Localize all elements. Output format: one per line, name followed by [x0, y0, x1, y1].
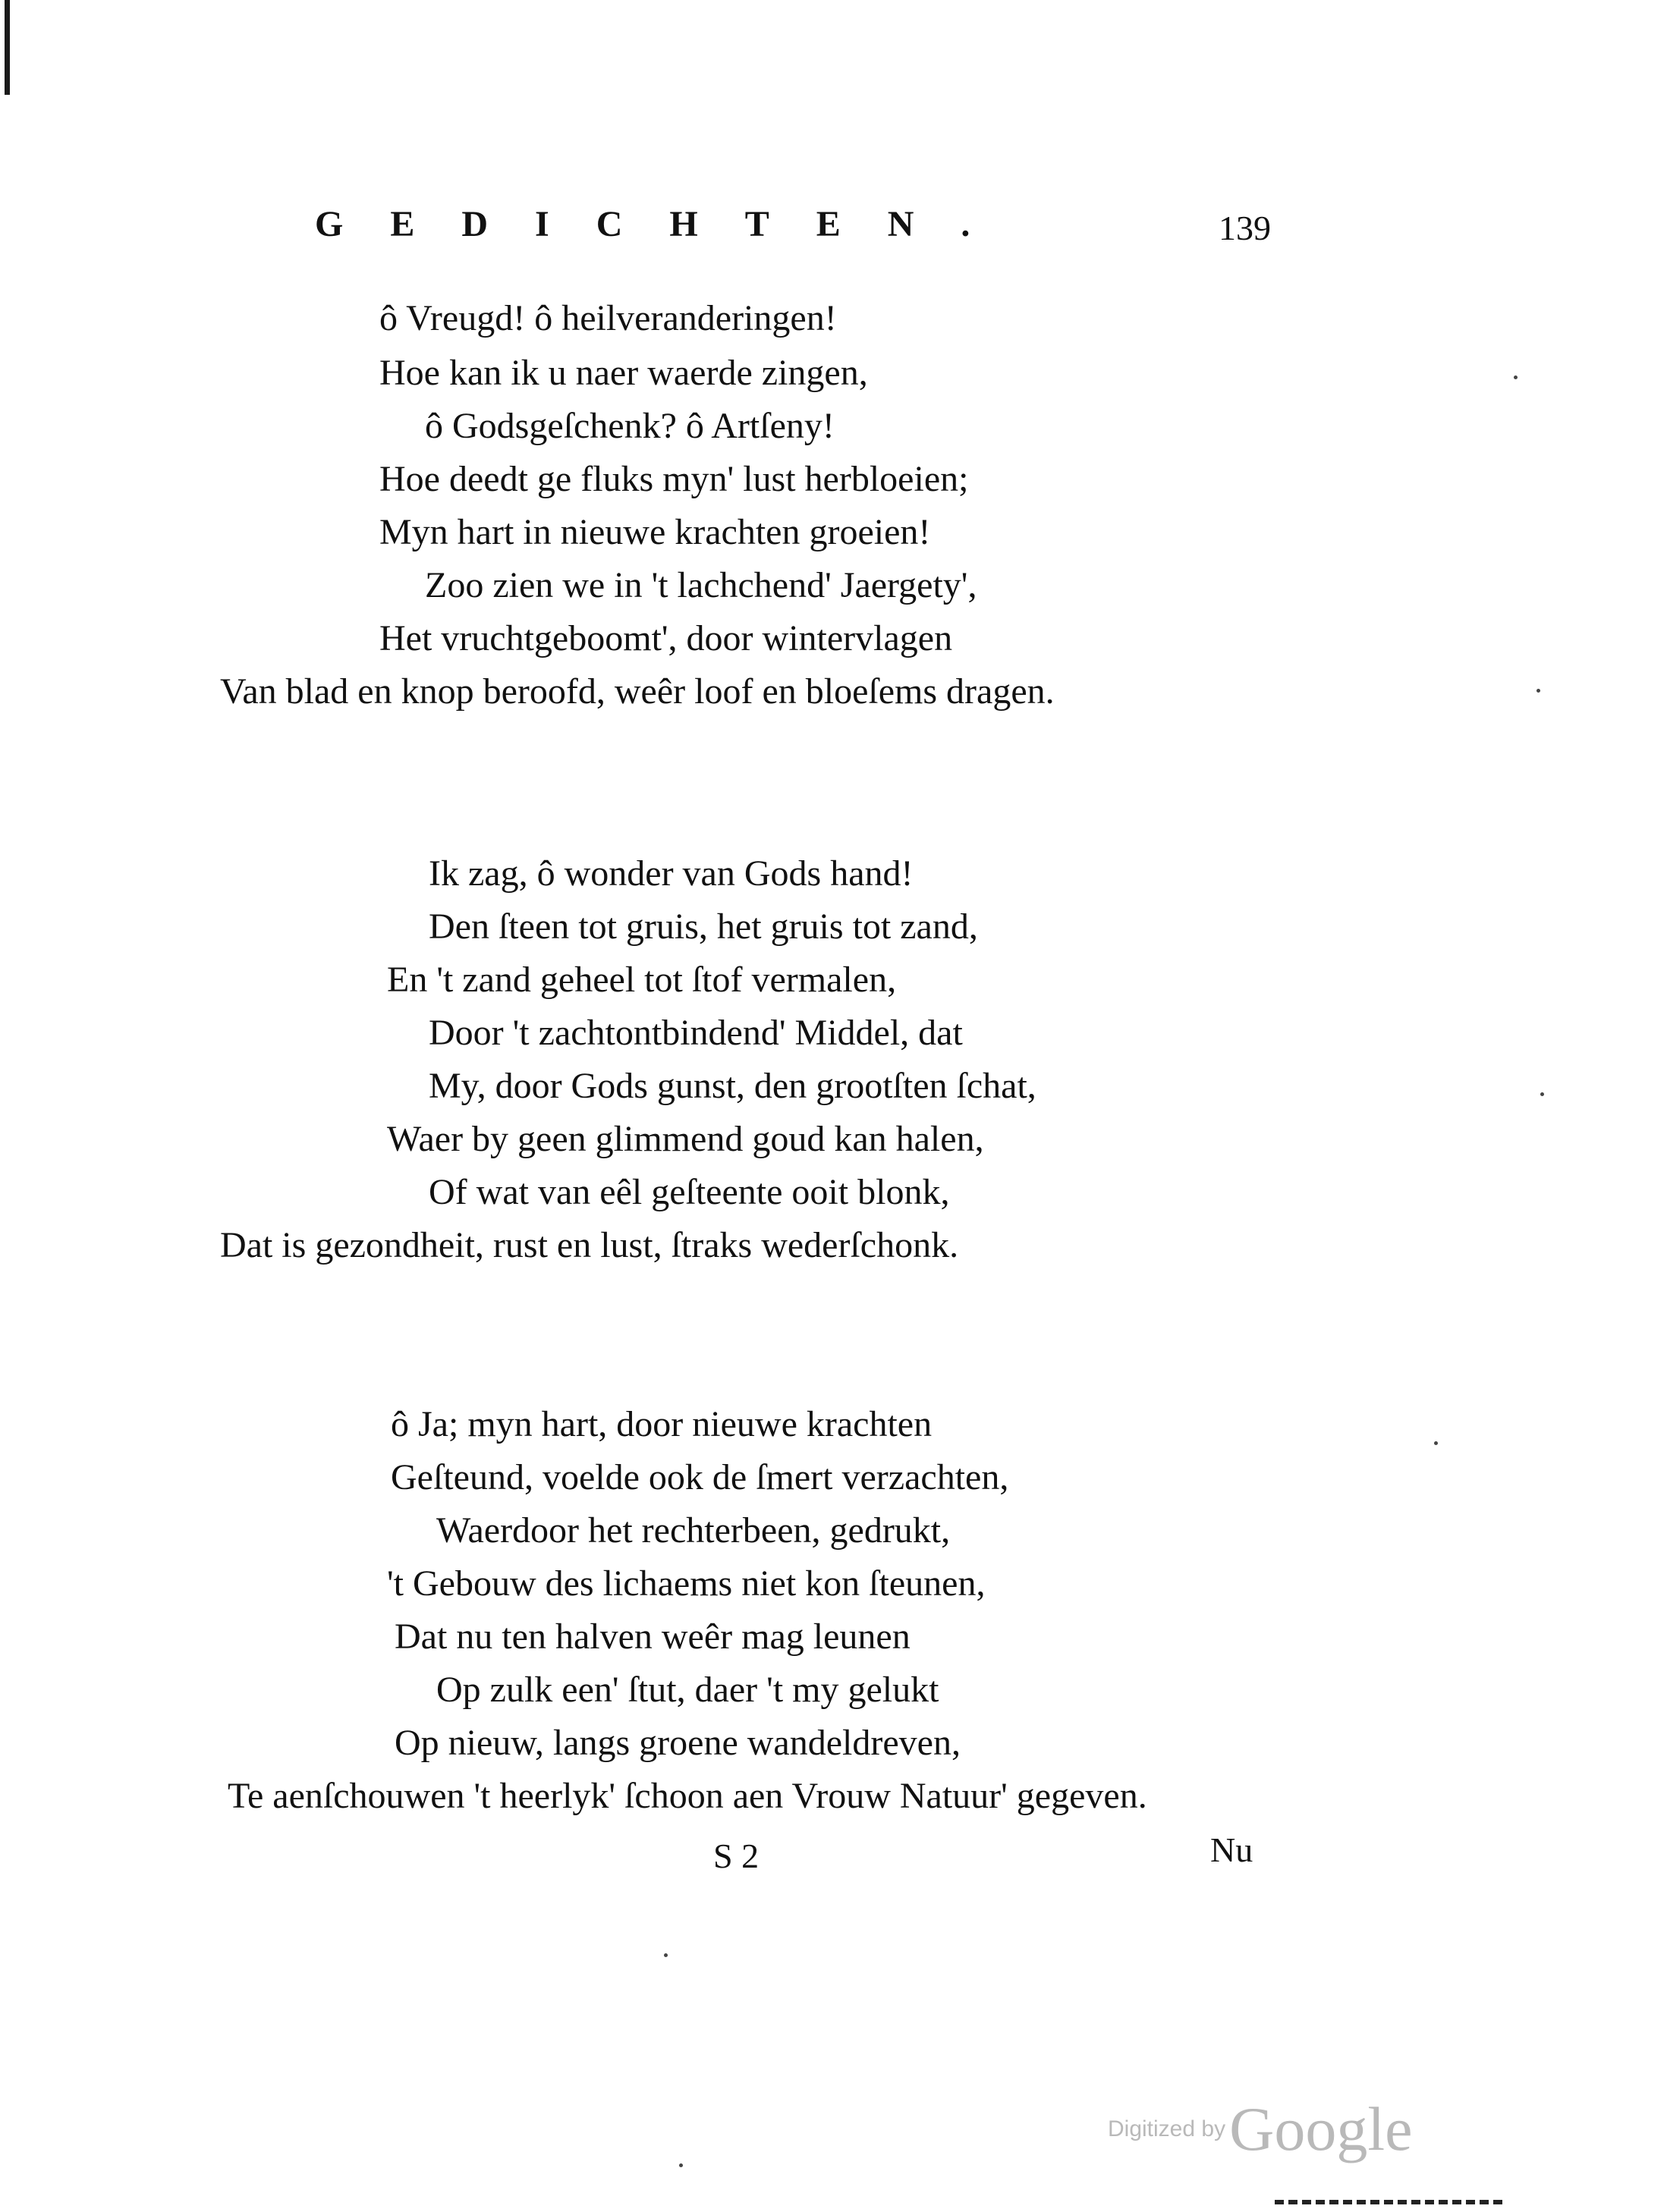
verse-line: Op zulk een' ſtut, daer 't my gelukt: [436, 1670, 939, 1710]
verse-line: ô Ja; myn hart, door nieuwe krachten: [391, 1404, 933, 1444]
watermark-prefix: Digitized by: [1108, 2116, 1226, 2141]
verse-line: Dat nu ten halven weêr mag leunen: [395, 1617, 911, 1657]
verse-line: Te aenſchouwen 't heerlyk' ſchoon aen Vrouw Natuur' gegeven.: [228, 1776, 1147, 1816]
scan-speck: [679, 2163, 683, 2167]
verse-line: Op nieuw, langs groene wandeldreven,: [395, 1723, 961, 1763]
verse-line: Van blad en knop beroofd, weêr loof en bloeſems dragen.: [220, 671, 1055, 712]
verse-line: My, door Gods gunst, den grootſten ſchat,: [429, 1066, 1036, 1106]
scan-speck: [1514, 375, 1518, 379]
verse-line: Geſteund, voelde ook de ſmert verzachten,: [391, 1457, 1009, 1497]
verse-line: Of wat van eêl geſteente ooit blonk,: [429, 1172, 950, 1212]
verse-line: ô Vreugd! ô heilveranderingen!: [379, 298, 837, 338]
verse-line: Hoe kan ik u naer waerde zingen,: [379, 353, 868, 393]
scan-speck: [1540, 1092, 1544, 1096]
running-title: GEDICHTEN.: [315, 204, 1017, 244]
verse-line: Ik zag, ô wonder van Gods hand!: [429, 853, 914, 894]
signature-mark: S 2: [713, 1837, 760, 1875]
verse-line: 't Gebouw des lichaems niet kon ſteunen,: [387, 1563, 986, 1604]
google-logo: Google: [1229, 2094, 1413, 2163]
next-page-bleed: [1275, 2200, 1502, 2212]
verse-line: ô Godsgeſchenk? ô Artſeny!: [425, 406, 835, 446]
digitized-watermark: [1108, 2094, 1413, 2165]
verse-line: Het vruchtgeboomt', door wintervlagen: [379, 618, 953, 658]
verse-line: Myn hart in nieuwe krachten groeien!: [379, 512, 931, 552]
scan-speck: [1434, 1441, 1438, 1445]
scan-speck: [1536, 689, 1540, 693]
verse-line: Dat is gezondheit, rust en lust, ſtraks wederſchonk.: [220, 1225, 959, 1265]
verse-line: Waerdoor het rechterbeen, gedrukt,: [436, 1510, 951, 1551]
page-header: [315, 203, 1271, 264]
scan-speck: [664, 1953, 668, 1957]
verse-line: Den ſteen tot gruis, het gruis tot zand,: [429, 906, 978, 947]
verse-line: Zoo zien we in 't lachchend' Jaergety',: [425, 565, 977, 605]
verse-line: Hoe deedt ge fluks myn' lust herbloeien;: [379, 459, 969, 499]
verse-line: En 't zand geheel tot ſtof vermalen,: [387, 960, 897, 1000]
verse-line: Waer by geen glimmend goud kan halen,: [387, 1119, 984, 1159]
page-number: 139: [1219, 209, 1271, 247]
scan-edge-mark: [5, 0, 10, 95]
verse-line: Door 't zachtontbindend' Middel, dat: [429, 1013, 963, 1053]
catchword: Nu: [1210, 1830, 1253, 1869]
